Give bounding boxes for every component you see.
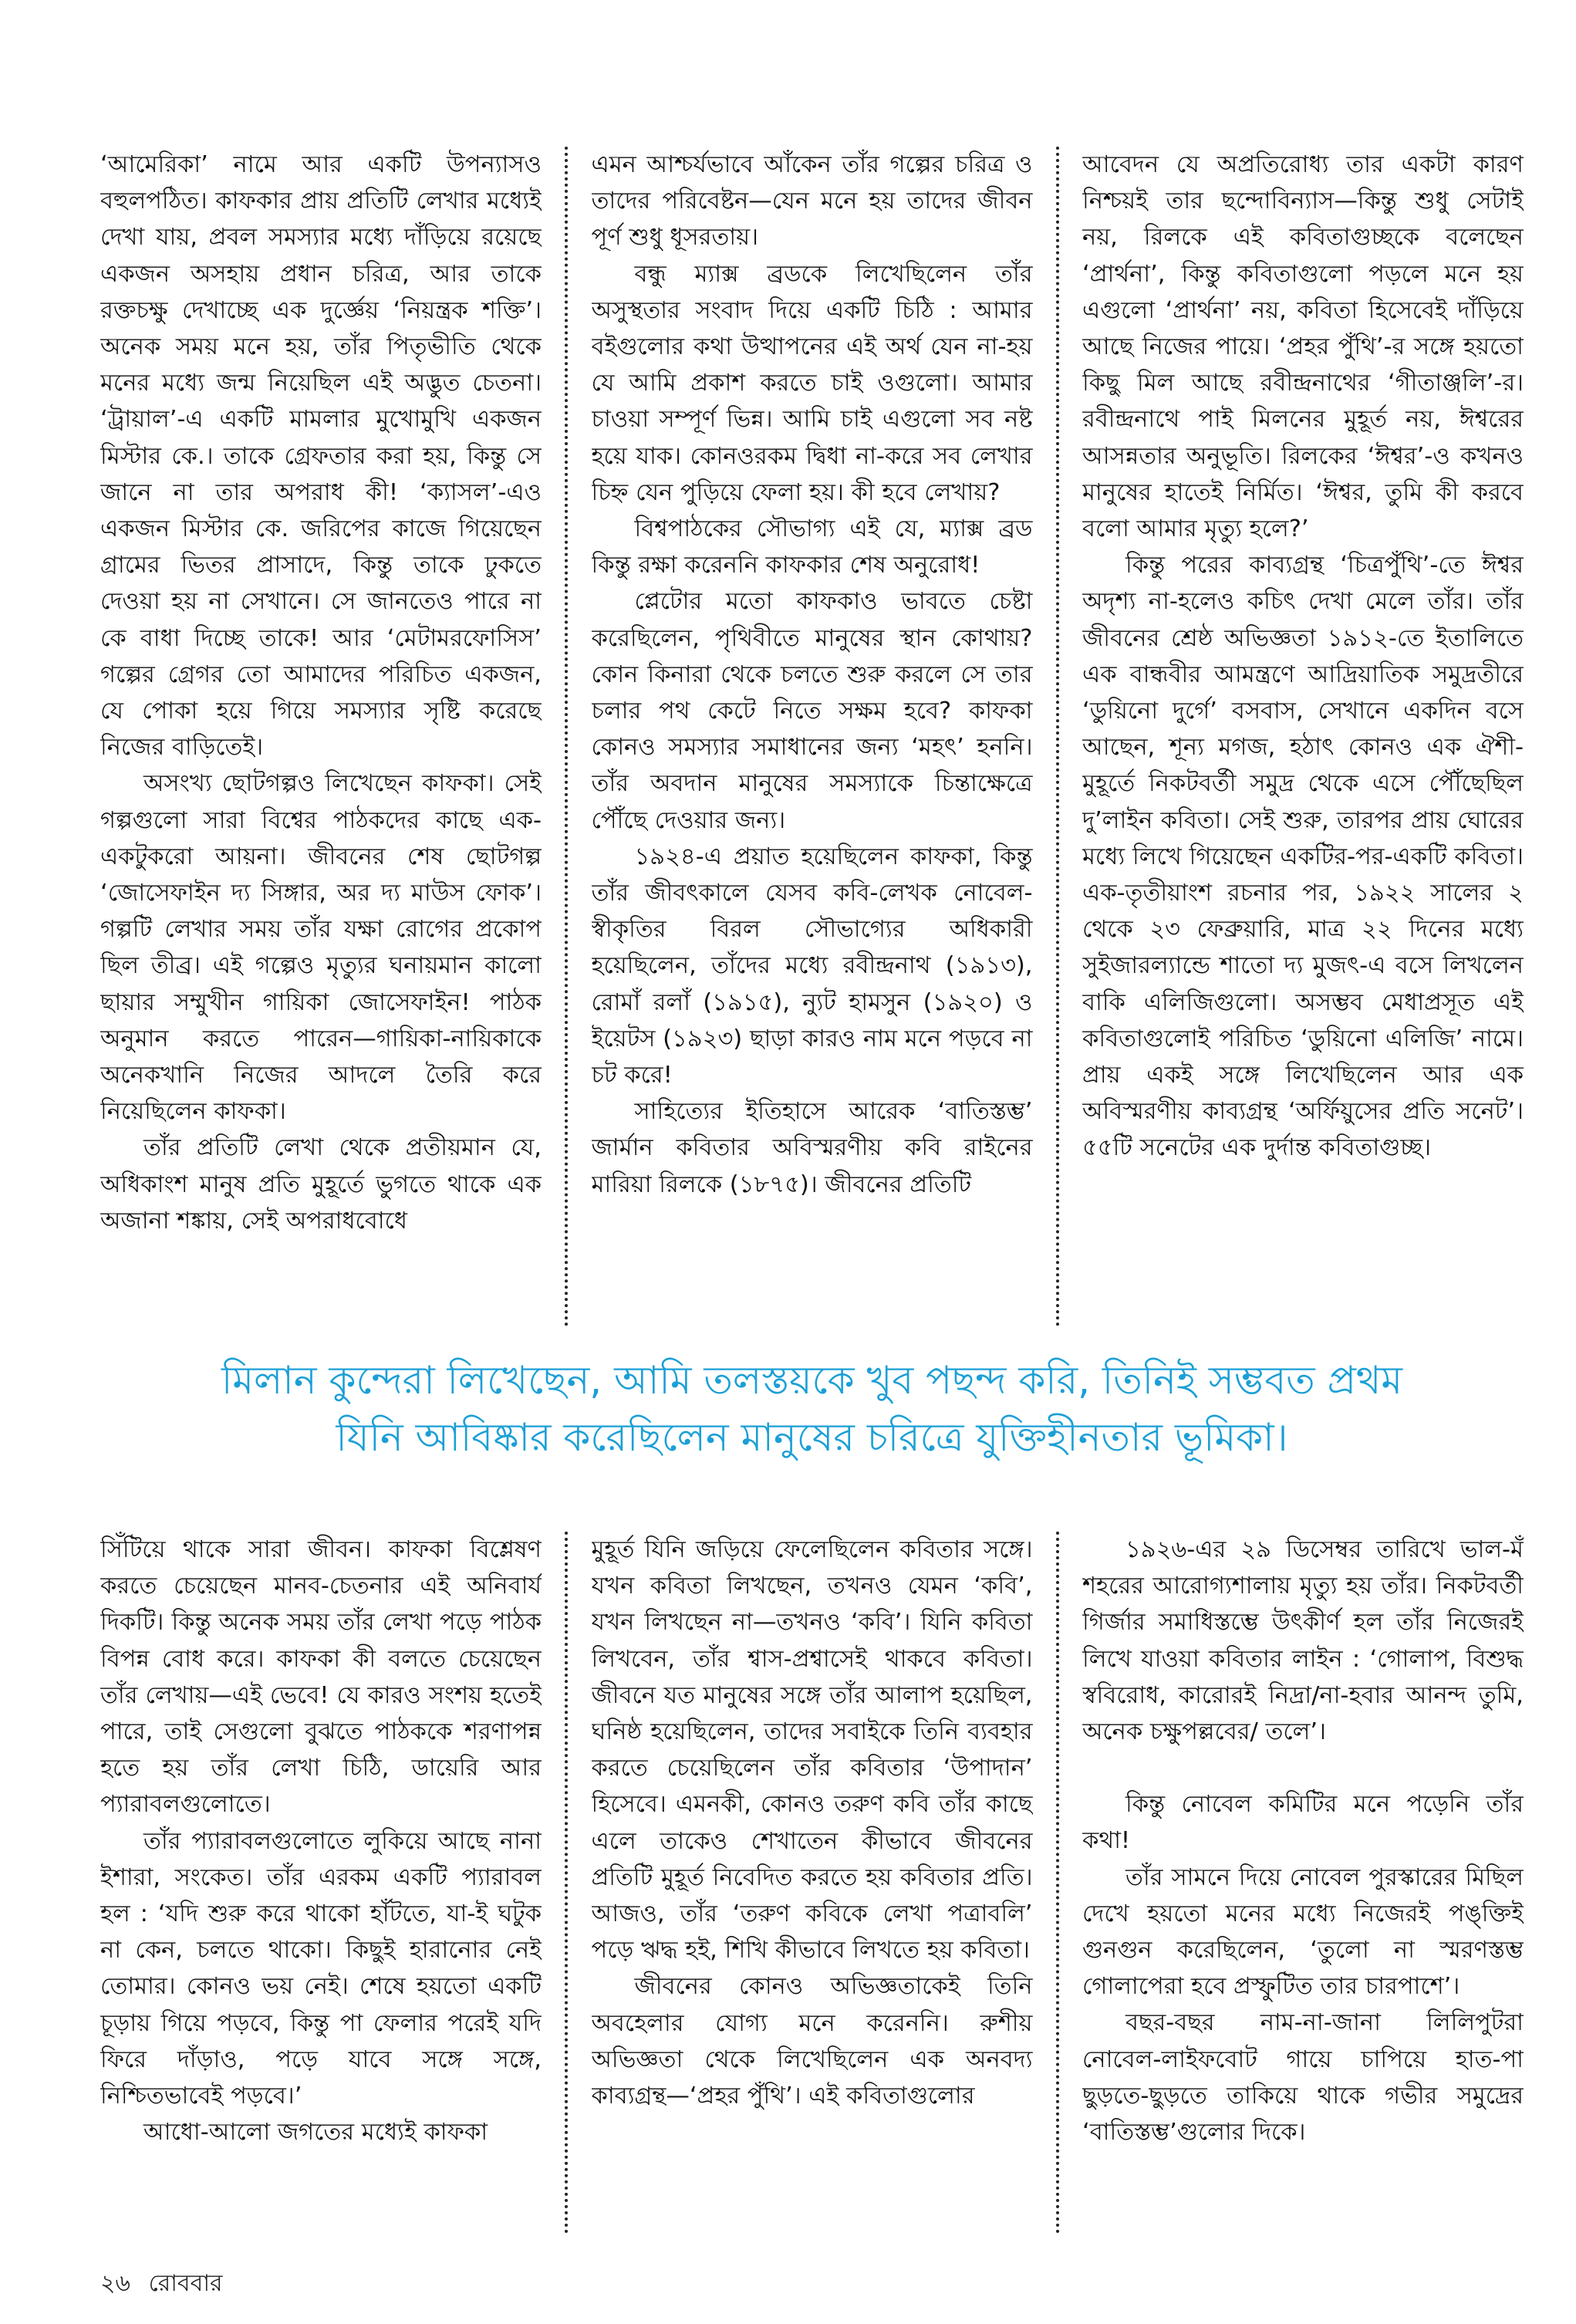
- magazine-name: রোববার: [148, 2270, 223, 2297]
- top-column-3: [1082, 147, 1524, 1327]
- paragraph: তাঁর প্যারাবলগুলোতে লুকিয়ে আছে নানা ইশারা, সংকেত। তাঁর এরকম একটি প্যারাবল হল : ‘যদি শুরু করে থাকো হাঁটতে, যা-ই ঘটুক না কেন, চলতে থাকো। কিছুই হারানোর নেই তোমার। কোনও ভয় নেই। শেষে হয়তো একটি চূড়ায় গিয়ে পড়বে, কিন্তু পা ফেলার পরেই যদি ফিরে দাঁড়াও, পড়ে যাবে সঙ্গে সঙ্গে, নিশ্চিতভাবেই পড়বে।’: [100, 1827, 542, 2110]
- paragraph: মুহূর্ত যিনি জড়িয়ে ফেলেছিলেন কবিতার সঙ্গে। যখন কবিতা লিখছেন, তখনও যেমন ‘কবি’, যখন লিখছেন না—তখনও ‘কবি’। যিনি কবিতা লিখবেন, তাঁর শ্বাস-প্রশ্বাসেই থাকবে কবিতা। জীবনে যত মানুষের সঙ্গে তাঁর আলাপ হয়েছিল, ঘনিষ্ঠ হয়েছিলেন, তাদের সবাইকে তিনি ব্যবহার করতে চেয়েছিলেন তাঁর কবিতার ‘উপাদান’ হিসেবে। এমনকী, কোনও তরুণ কবি তাঁর কাছে এলে তাকেও শেখাতেন কীভাবে জীবনের প্রতিটি মুহূর্ত নিবেদিত করতে হয় কবিতার প্রতি। আজও, তাঁর ‘তরুণ কবিকে লেখা পত্রাবলি’ পড়ে ঋদ্ধ হই, শিখি কীভাবে লিখতে হয় কবিতা।: [591, 1536, 1033, 1964]
- paragraph: তাঁর সামনে দিয়ে নোবেল পুরস্কারের মিছিল দেখে হয়তো মনের মধ্যে নিজেরই পঙ্‌ক্তিই গুনগুন করেছিলেন, ‘তুলো না স্মরণস্তম্ভ গোলাপেরা হবে প্রস্ফুটিত তার চারপাশে’।: [1082, 1863, 1524, 2001]
- paragraph: ১৯২৪-এ প্রয়াত হয়েছিলেন কাফকা, কিন্তু তাঁর জীবৎকালে যেসব কবি-লেখক নোবেল-স্বীকৃতির বিরল সৌভাগ্যের অধিকারী হয়েছিলেন, তাঁদের মধ্যে রবীন্দ্রনাথ (১৯১৩), রোমাঁ রলাঁ (১৯১৫), ন্যুট হামসুন (১৯২০) ও ইয়েটস (১৯২৩) ছাড়া কারও নাম মনে পড়বে না চট করে!: [591, 843, 1033, 1089]
- bottom-column-1: [100, 1532, 542, 2234]
- top-column-2: [592, 147, 1033, 1327]
- paragraph: বিশ্বপাঠকের সৌভাগ্য এই যে, ম্যাক্স ব্রড কিন্তু রক্ষা করেননি কাফকার শেষ অনুরোধ!: [591, 515, 1033, 579]
- pull-quote-line: যিনি আবিষ্কার করেছিলেন মানুষের চরিত্রে যুক্তিহীনতার ভূমিকা।: [336, 1415, 1288, 1460]
- bottom-columns: [100, 1532, 1524, 2234]
- paragraph: অসংখ্য ছোটগল্পও লিখেছেন কাফকা। সেই গল্পগুলো সারা বিশ্বের পাঠকদের কাছে এক-একটুকরো আয়না। জীবনের শেষ ছোটগল্প ‘জোসেফাইন দ্য সিঙ্গার, অর দ্য মাউস ফোক’। গল্পটি লেখার সময় তাঁর যক্ষা রোগের প্রকোপ ছিল তীব্র। এই গল্পেও মৃত্যুর ঘনায়মান কালো ছায়ার সম্মুখীন গায়িকা জোসেফাইন! পাঠক অনুমান করতে পারেন—গায়িকা-নায়িকাকে অনেকখানি নিজের আদলে তৈরি করে নিয়েছিলেন কাফকা।: [100, 770, 542, 1126]
- paragraph: প্লেটোর মতো কাফকাও ভাবতে চেষ্টা করেছিলেন, পৃথিবীতে মানুষের স্থান কোথায়? কোন কিনারা থেকে চলতে শুরু করলে সে তার চলার পথ কেটে নিতে সক্ষম হবে? কাফকা কোনও সমস্যার সমাধানের জন্য ‘মহৎ’ হননি। তাঁর অবদান মানুষের সমস্যাকে চিন্তাক্ষেত্রে পৌঁছে দেওয়ার জন্য।: [591, 588, 1033, 834]
- bottom-column-3: [1082, 1532, 1524, 2234]
- paragraph: কিন্তু পরের কাব্যগ্রন্থ ‘চিত্রপুঁথি’-তে ঈশ্বর অদৃশ্য না-হলেও কচিৎ দেখা মেলে তাঁর। তাঁর জীবনের শ্রেষ্ঠ অভিজ্ঞতা ১৯১২-তে ইতালিতে এক বান্ধবীর আমন্ত্রণে আদ্রিয়াতিক সমুদ্রতীরে ‘ডুয়িনো দুর্গে’ বসবাস, সেখানে একদিন বসে আছেন, শূন্য মগজ, হঠাৎ কোনও এক ঐশী-মুহূর্তে নিকটবর্তী সমুদ্র থেকে এসে পৌঁছেছিল দু’লাইন কবিতা। সেই শুরু, তারপর প্রায় ঘোরের মধ্যে লিখে গিয়েছেন একটির-পর-একটি কবিতা। এক-তৃতীয়াংশ রচনার পর, ১৯২২ সালের ২ থেকে ২৩ ফেব্রুয়ারি, মাত্র ২২ দিনের মধ্যে সুইজারল্যান্ডে শাতো দ্য মুজৎ-এ বসে লিখলেন বাকি এলিজিগুলো। অসম্ভব মেধাপ্রসূত এই কবিতাগুলোই পরিচিত ‘ডুয়িনো এলিজি’ নামে। প্রায় একই সঙ্গে লিখেছিলেন আর এক অবিস্মরণীয় কাব্যগ্রন্থ ‘অর্ফিয়ুসের প্রতি সনেট’। ৫৫টি সনেটের এক দুর্দান্ত কবিতাগুচ্ছ।: [1082, 552, 1524, 1162]
- column-divider: [565, 1532, 568, 2234]
- paragraph: আবেদন যে অপ্রতিরোধ্য তার একটা কারণ নিশ্চয়ই তার ছন্দোবিন্যাস—কিন্তু শুধু সেটাই নয়, রিলকে এই কবিতাগুচ্ছকে বলেছেন ‘প্রার্থনা’, কিন্তু কবিতাগুলো পড়লে মনে হয় এগুলো ‘প্রার্থনা’ নয়, কবিতা হিসেবেই দাঁড়িয়ে আছে নিজের পায়ে। ‘প্রহর পুঁথি’-র সঙ্গে হয়তো কিছু মিল আছে রবীন্দ্রনাথের ‘গীতাঞ্জলি’-র। রবীন্দ্রনাথে পাই মিলনের মুহূর্ত নয়, ঈশ্বরের আসন্নতার অনুভূতি। রিলকের ‘ঈশ্বর’-ও কখনও মানুষের হাতেই নির্মিত। ‘ঈশ্বর, তুমি কী করবে বলো আমার মৃত্যু হলে?’: [1082, 151, 1524, 543]
- paragraph: বছর-বছর নাম-না-জানা লিলিপুটরা নোবেল-লাইফবোট গায়ে চাপিয়ে হাত-পা ছুড়তে-ছুড়তে তাকিয়ে থাকে গভীর সমুদ্রের ‘বাতিস্তম্ভ’গুলোর দিকে।: [1082, 2009, 1524, 2147]
- top-column-1: [100, 147, 542, 1327]
- pull-quote: [108, 1352, 1516, 1466]
- paragraph: জীবনের কোনও অভিজ্ঞতাকেই তিনি অবহেলার যোগ্য মনে করেননি। রুশীয় অভিজ্ঞতা থেকে লিখেছিলেন এক অনবদ্য কাব্যগ্রন্থ—‘প্রহর পুঁথি’। এই কবিতাগুলোর: [591, 1973, 1033, 2110]
- column-divider: [1056, 1532, 1059, 2234]
- paragraph: ‘আমেরিকা’ নামে আর একটি উপন্যাসও বহুলপঠিত। কাফকার প্রায় প্রতিটি লেখার মধ্যেই দেখা যায়, প্রবল সমস্যার মধ্যে দাঁড়িয়ে রয়েছে একজন অসহায় প্রধান চরিত্র, আর তাকে রক্তচক্ষু দেখাচ্ছে এক দুর্জ্ঞেয় ‘নিয়ন্ত্রক শক্তি’। অনেক সময় মনে হয়, তাঁর পিতৃভীতি থেকে মনের মধ্যে জন্ম নিয়েছিল এই অদ্ভুত চেতনা। ‘ট্রায়াল’-এ একটি মামলার মুখোমুখি একজন মিস্টার কে.। তাকে গ্রেফতার করা হয়, কিন্তু সে জানে না তার অপরাধ কী! ‘ক্যাসল’-এও একজন মিস্টার কে. জরিপের কাজে গিয়েছেন গ্রামের ভিতর প্রাসাদে, কিন্তু তাকে ঢুকতে দেওয়া হয় না সেখানে। সে জানতেও পারে না কে বাধা দিচ্ছে তাকে! আর ‘মেটামরফোসিস’ গল্পের গ্রেগর তো আমাদের পরিচিত একজন, যে পোকা হয়ে গিয়ে সমস্যার সৃষ্টি করেছে নিজের বাড়িতেই।: [100, 151, 542, 762]
- pull-quote-line: মিলান কুন্দেরা লিখেছেন, আমি তলস্তয়কে খুব পছন্দ করি, তিনিই সম্ভবত প্রথম: [221, 1358, 1403, 1403]
- paragraph: এমন আশ্চর্যভাবে আঁকেন তাঁর গল্পের চরিত্র ও তাদের পরিবেষ্টন—যেন মনে হয় তাদের জীবন পূর্ণ শুধু ধূসরতায়।: [591, 151, 1033, 252]
- page-footer: [100, 2265, 234, 2304]
- bottom-column-2: [592, 1532, 1033, 2234]
- paragraph: আধো-আলো জগতের মধ্যেই কাফকা: [143, 2119, 488, 2147]
- paragraph: সিঁটিয়ে থাকে সারা জীবন। কাফকা বিশ্লেষণ করতে চেয়েছেন মানব-চেতনার এই অনিবার্য দিকটি। কিন্তু অনেক সময় তাঁর লেখা পড়ে পাঠক বিপন্ন বোধ করে। কাফকা কী বলতে চেয়েছেন তাঁর লেখায়—এই ভেবে! যে কারও সংশয় হতেই পারে, তাই সেগুলো বুঝতে পাঠককে শরণাপন্ন হতে হয় তাঁর লেখা চিঠি, ডায়েরি আর প্যারাবলগুলোতে।: [100, 1536, 542, 1819]
- paragraph: কিন্তু নোবেল কমিটির মনে পড়েনি তাঁর কথা!: [1082, 1791, 1524, 1855]
- paragraph: সাহিত্যের ইতিহাসে আরেক ‘বাতিস্তম্ভ’ জার্মান কবিতার অবিস্মরণীয় কবি রাইনের মারিয়া রিলকে (১৮৭৫)। জীবনের প্রতিটি: [591, 1098, 1033, 1198]
- column-divider: [565, 147, 568, 1327]
- page-number: ২৬: [100, 2270, 131, 2297]
- paragraph: বন্ধু ম্যাক্স ব্রডকে লিখেছিলেন তাঁর অসুস্থতার সংবাদ দিয়ে একটি চিঠি : আমার বইগুলোর কথা উত্থাপনের এই অর্থ যেন না-হয় যে আমি প্রকাশ করতে চাই ওগুলো। আমার চাওয়া সম্পূর্ণ ভিন্ন। আমি চাই এগুলো সব নষ্ট হয়ে যাক। কোনওরকম দ্বিধা না-করে সব লেখার চিহ্ন যেন পুড়িয়ে ফেলা হয়। কী হবে লেখায়?: [591, 260, 1033, 506]
- paragraph: তাঁর প্রতিটি লেখা থেকে প্রতীয়মান যে, অধিকাংশ মানুষ প্রতি মুহূর্তে ভুগতে থাকে এক অজানা শঙ্কায়, সেই অপরাধবোধে: [100, 1134, 542, 1235]
- column-divider: [1056, 147, 1059, 1327]
- top-columns: [100, 147, 1524, 1327]
- paragraph: ১৯২৬-এর ২৯ ডিসেম্বর তারিখে ভাল-মঁ শহরের আরোগ্যশালায় মৃত্যু হয় তাঁর। নিকটবর্তী গির্জার সমাধিস্তম্ভে উৎকীর্ণ হল তাঁর নিজেরই লিখে যাওয়া কবিতার লাইন : ‘গোলাপ, বিশুদ্ধ স্ববিরোধ, কারোরই নিদ্রা/না-হবার আনন্দ তুমি, অনেক চক্ষুপল্লবের/ তলে’।: [1082, 1536, 1524, 1746]
